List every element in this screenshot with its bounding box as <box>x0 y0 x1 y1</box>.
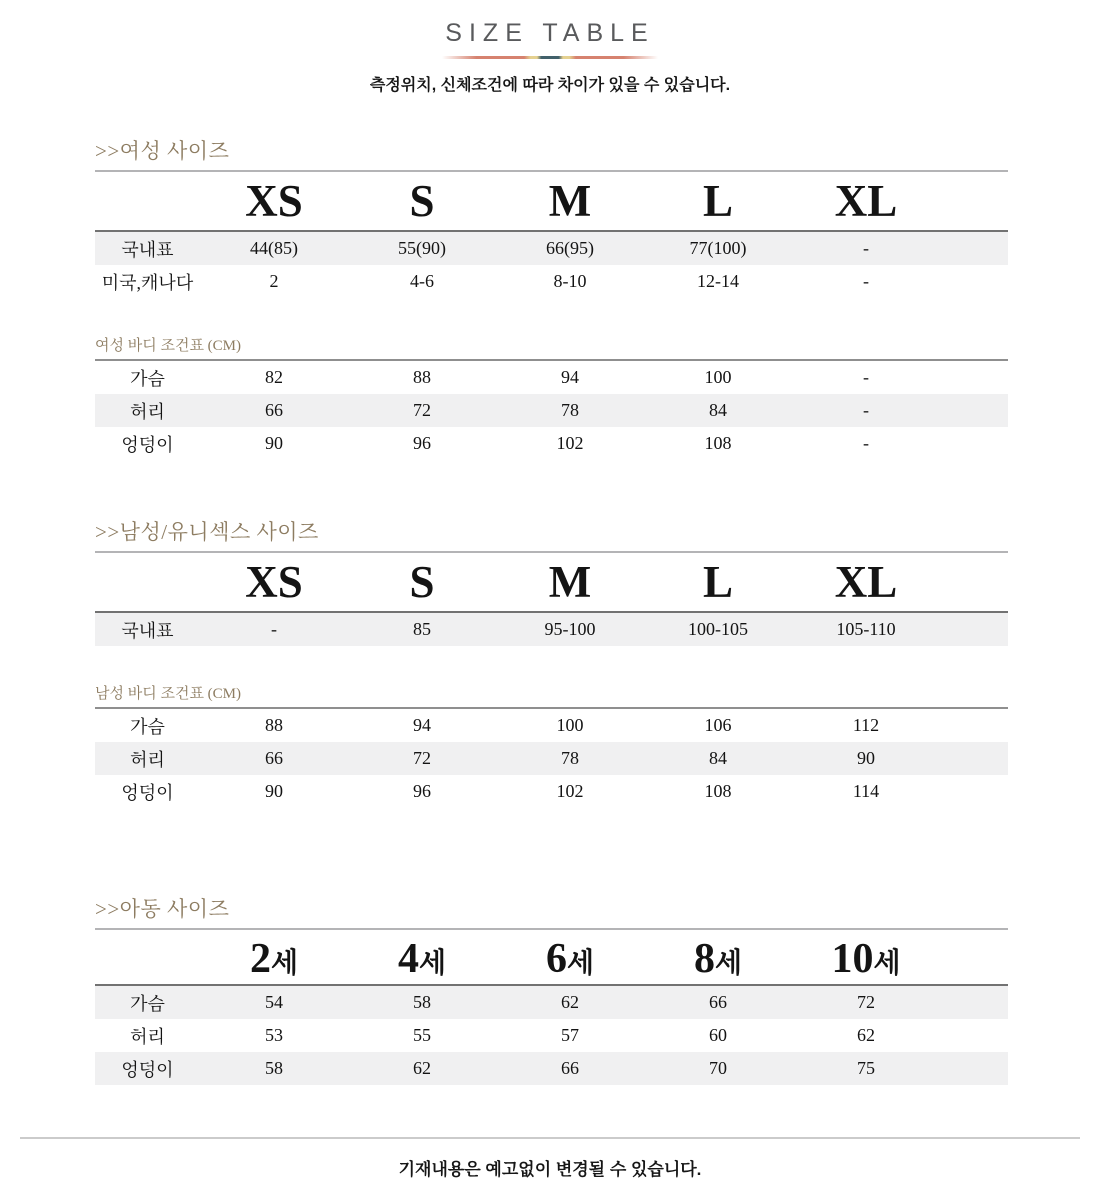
page-footer <box>0 1137 1100 1204</box>
row-label: 국내표 <box>95 612 200 646</box>
row-label: 엉덩이 <box>121 782 174 803</box>
cell-value: 53 <box>265 1025 283 1045</box>
size-column-header: L <box>702 176 733 226</box>
cell-value: - <box>792 231 940 265</box>
row-filler <box>940 742 1008 775</box>
cell-value: 12-14 <box>697 271 739 291</box>
size-header-row <box>95 553 1008 612</box>
table-row <box>95 231 1008 265</box>
row-filler <box>940 612 1008 646</box>
table-row <box>95 742 1008 775</box>
cell-value: 55(90) <box>348 231 496 265</box>
cell-value: 95-100 <box>496 612 644 646</box>
row-label: 가슴 <box>130 716 165 737</box>
row-label: 허리 <box>130 401 165 422</box>
cell-value: 100-105 <box>644 612 792 646</box>
footer-divider-line <box>20 1137 1080 1139</box>
women-body-table-title: 여성 바디 조건표 (CM) <box>95 338 242 354</box>
age-number: 2 <box>249 936 271 982</box>
cell-value: 8-10 <box>553 271 587 291</box>
size-column-header: S <box>409 176 435 226</box>
table-row <box>95 612 1008 646</box>
cell-value: 90 <box>265 433 283 453</box>
cell-value: 66 <box>265 400 283 420</box>
cell-value: - <box>863 400 869 420</box>
section-title-women: >>여성 사이즈 <box>95 135 1008 172</box>
cell-value: 72 <box>792 985 940 1019</box>
cell-value: 62 <box>496 985 644 1019</box>
size-header-row <box>95 930 1008 985</box>
cell-value: 100 <box>556 715 584 735</box>
men-body-table <box>95 707 1008 808</box>
page-header <box>0 0 1100 95</box>
size-column-header <box>348 930 496 985</box>
age-suffix: 세 <box>418 948 447 979</box>
cell-value: 94 <box>413 715 431 735</box>
cell-value: 2 <box>269 271 279 291</box>
cell-value: 85 <box>348 612 496 646</box>
section-title-children: >>아동 사이즈 <box>95 893 1008 930</box>
cell-value: 66 <box>644 985 792 1019</box>
women-body-measures-block <box>95 334 1008 460</box>
table-row <box>95 427 1008 460</box>
cell-value: 108 <box>704 781 732 801</box>
women-body-table <box>95 359 1008 460</box>
size-column-header: S <box>409 557 435 607</box>
cell-value: 96 <box>413 781 431 801</box>
size-column-header <box>496 930 644 985</box>
section-women-sizes <box>95 135 1008 460</box>
row-filler <box>940 708 1008 742</box>
table-row <box>95 360 1008 394</box>
cell-value: 44(85) <box>200 231 348 265</box>
cell-value: 84 <box>709 748 727 768</box>
cell-value: 90 <box>857 748 875 768</box>
header-filler <box>940 930 1008 985</box>
cell-value: - <box>863 433 869 453</box>
cell-value: 58 <box>265 1058 283 1078</box>
cell-value: 58 <box>348 985 496 1019</box>
cell-value: 108 <box>704 433 732 453</box>
size-column-header: M <box>548 176 592 226</box>
table-row <box>95 775 1008 808</box>
cell-value: 62 <box>857 1025 875 1045</box>
table-row <box>95 1019 1008 1052</box>
cell-value: - <box>200 612 348 646</box>
age-number: 8 <box>693 936 715 982</box>
cell-value: - <box>863 271 869 291</box>
footer-change-notice: 기재내용은 예고없이 변경될 수 있습니다. <box>398 1160 702 1179</box>
men-size-table <box>95 553 1008 646</box>
row-label: 허리 <box>130 1026 165 1047</box>
measurement-disclaimer: 측정위치, 신체조건에 따라 차이가 있을 수 있습니다. <box>369 77 731 94</box>
row-label: 가슴 <box>130 368 165 389</box>
size-column-header: XS <box>245 557 303 607</box>
row-label: 엉덩이 <box>121 1059 174 1080</box>
age-number: 6 <box>545 936 567 982</box>
cell-value: 78 <box>561 400 579 420</box>
size-column-header <box>644 930 792 985</box>
cell-value: 82 <box>265 367 283 387</box>
age-suffix: 세 <box>566 948 595 979</box>
section-title-men: >>남성/유니섹스 사이즈 <box>95 516 1008 553</box>
children-size-table <box>95 930 1008 1085</box>
size-header-row <box>95 172 1008 231</box>
cell-value: 4-6 <box>410 271 434 291</box>
cell-value: 70 <box>709 1058 727 1078</box>
row-label: 가슴 <box>95 985 200 1019</box>
cell-value: 66 <box>561 1058 579 1078</box>
cell-value: 102 <box>556 781 584 801</box>
size-column-header: XL <box>834 176 898 226</box>
cell-value: 94 <box>561 367 579 387</box>
row-label: 미국,캐나다 <box>101 272 194 293</box>
cell-value: 72 <box>413 748 431 768</box>
cell-value: 114 <box>852 781 880 801</box>
section-men-unisex-sizes <box>95 516 1008 808</box>
size-column-header <box>200 930 348 985</box>
header-filler <box>940 553 1008 612</box>
page-title: SIZE TABLE <box>445 19 655 47</box>
row-filler <box>940 985 1008 1019</box>
age-number: 4 <box>397 936 419 982</box>
table-row <box>95 708 1008 742</box>
age-suffix: 세 <box>714 948 743 979</box>
cell-value: 66 <box>265 748 283 768</box>
header-filler <box>940 172 1008 231</box>
cell-value: 78 <box>561 748 579 768</box>
cell-value: 55 <box>413 1025 431 1045</box>
row-filler <box>940 1052 1008 1085</box>
cell-value: 77(100) <box>644 231 792 265</box>
row-filler <box>940 360 1008 394</box>
size-header-spacer <box>95 553 200 612</box>
cell-value: 102 <box>556 433 584 453</box>
cell-value: 57 <box>561 1025 579 1045</box>
cell-value: 96 <box>413 433 431 453</box>
table-row <box>95 1052 1008 1085</box>
table-row <box>95 265 1008 298</box>
cell-value: 75 <box>857 1058 875 1078</box>
section-children-sizes <box>95 893 1008 1085</box>
women-size-table <box>95 172 1008 298</box>
size-column-header: M <box>548 557 592 607</box>
cell-value: 90 <box>265 781 283 801</box>
size-header-spacer <box>95 930 200 985</box>
row-filler <box>940 265 1008 298</box>
cell-value: 106 <box>704 715 732 735</box>
table-row <box>95 985 1008 1019</box>
size-column-header: XL <box>834 557 898 607</box>
row-filler <box>940 775 1008 808</box>
cell-value: 62 <box>413 1058 431 1078</box>
cell-value: 84 <box>709 400 727 420</box>
cell-value: 112 <box>852 715 880 735</box>
cell-value: 72 <box>413 400 431 420</box>
tricolor-divider-line <box>442 56 658 59</box>
row-label: 국내표 <box>95 231 200 265</box>
age-suffix: 세 <box>270 948 299 979</box>
cell-value: - <box>863 367 869 387</box>
size-header-spacer <box>95 172 200 231</box>
cell-value: 60 <box>709 1025 727 1045</box>
cell-value: 54 <box>200 985 348 1019</box>
size-column-header: L <box>702 557 733 607</box>
row-label: 엉덩이 <box>121 434 174 455</box>
men-body-measures-block <box>95 682 1008 808</box>
age-number: 10 <box>831 936 874 982</box>
size-column-header: XS <box>245 176 303 226</box>
row-label: 허리 <box>130 749 165 770</box>
size-column-header <box>792 930 940 985</box>
row-filler <box>940 231 1008 265</box>
row-filler <box>940 394 1008 427</box>
cell-value: 66(95) <box>496 231 644 265</box>
table-row <box>95 394 1008 427</box>
men-body-table-title: 남성 바디 조건표 (CM) <box>95 686 242 702</box>
cell-value: 105-110 <box>792 612 940 646</box>
cell-value: 100 <box>704 367 732 387</box>
cell-value: 88 <box>413 367 431 387</box>
age-suffix: 세 <box>873 948 901 979</box>
row-filler <box>940 1019 1008 1052</box>
row-filler <box>940 427 1008 460</box>
cell-value: 88 <box>265 715 283 735</box>
